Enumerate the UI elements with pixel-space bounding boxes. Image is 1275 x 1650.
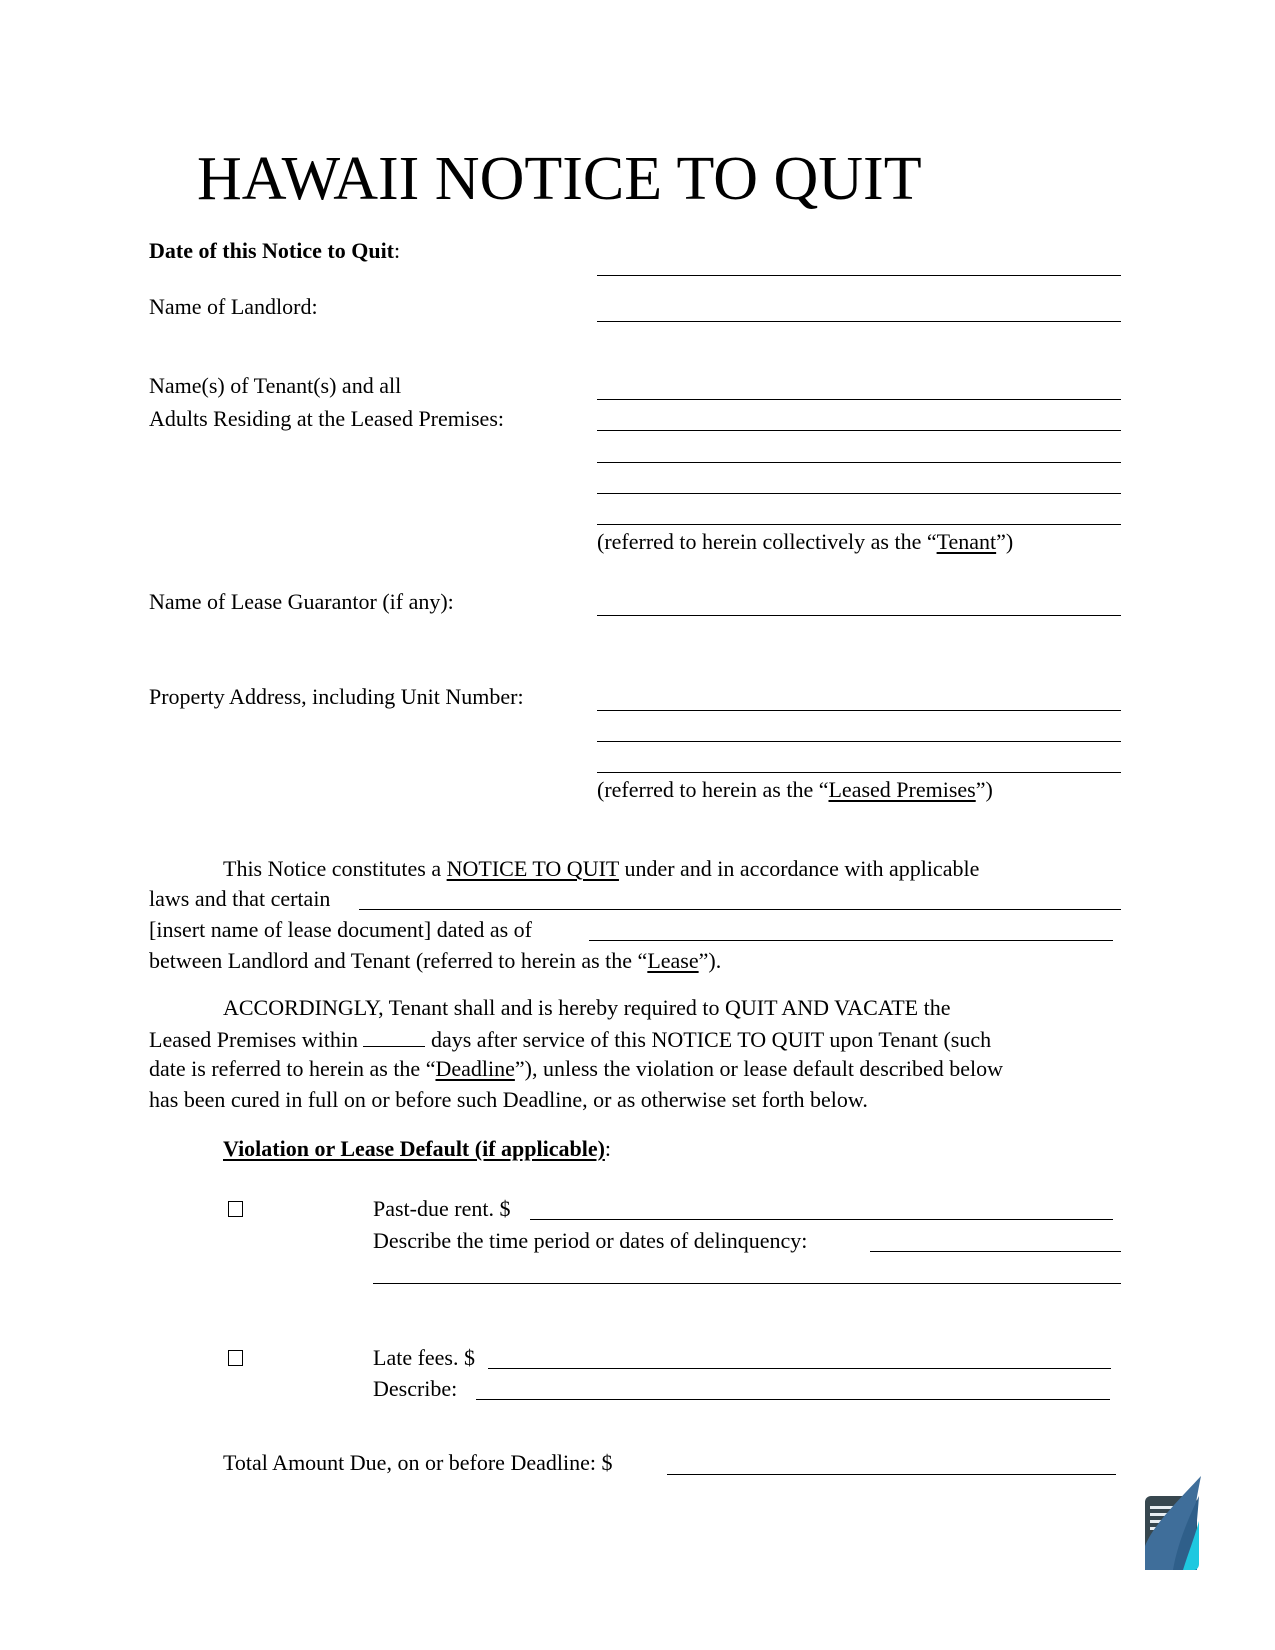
date-label-colon: : — [394, 238, 401, 263]
paragraph1-line2 — [149, 888, 330, 910]
violations-heading — [223, 1138, 611, 1160]
p1-l2-prefix: laws and that certain — [149, 886, 331, 911]
p2-l3-term: Deadline — [435, 1056, 515, 1081]
premises-reference-note — [597, 779, 993, 801]
violations-heading-text: Violation or Lease Default (if applicable) — [223, 1136, 605, 1161]
lease-document-name-line[interactable] — [359, 909, 1121, 910]
paragraph2-line4: has been cured in full on or before such Deadline, or as otherwise set forth below. — [149, 1087, 868, 1112]
tenant-ref-suffix: ”) — [996, 529, 1014, 554]
address-input-line-2[interactable] — [597, 741, 1121, 742]
address-field-label: Property Address, including Unit Number: — [149, 684, 524, 709]
tenant-input-line-4[interactable] — [597, 493, 1121, 494]
document-title: HAWAII NOTICE TO QUIT — [197, 145, 922, 213]
p1-l4-term: Lease — [647, 948, 699, 973]
p2-l3-prefix: date is referred to herein as the “ — [149, 1056, 436, 1081]
past-due-rent-checkbox[interactable] — [228, 1201, 243, 1217]
past-due-rent-line1: Past-due rent. $ — [373, 1196, 511, 1221]
p1-l4-prefix: between Landlord and Tenant (referred to herein as the “ — [149, 948, 648, 973]
date-field-label — [149, 240, 400, 262]
tenant-ref-term: Tenant — [936, 529, 997, 554]
tenant-input-line-5[interactable] — [597, 524, 1121, 525]
paragraph2-line3 — [149, 1058, 1003, 1080]
guarantor-input-line[interactable] — [597, 615, 1121, 616]
paragraph1-line3 — [149, 919, 532, 941]
tenant-input-line-1[interactable] — [597, 399, 1121, 400]
paragraph2-line1: ACCORDINGLY, Tenant shall and is hereby required to QUIT AND VACATE the — [223, 995, 951, 1020]
premises-ref-term: Leased Premises — [828, 777, 976, 802]
p1-l1-prefix: This Notice constitutes a — [223, 856, 447, 881]
p1-l1-suffix: under and in accordance with applicable — [618, 856, 980, 881]
document-feather-logo-icon — [1143, 1476, 1201, 1572]
violations-heading-colon: : — [604, 1136, 612, 1161]
guarantor-field-label: Name of Lease Guarantor (if any): — [149, 589, 454, 614]
late-fees-line1: Late fees. $ — [373, 1345, 475, 1370]
p2-l2-prefix: Leased Premises within — [149, 1027, 364, 1052]
past-due-rent-amount-line[interactable] — [530, 1219, 1113, 1220]
p1-l1-term: NOTICE TO QUIT — [446, 856, 619, 881]
lease-date-line[interactable] — [589, 940, 1113, 941]
premises-ref-prefix: (referred to herein as the “ — [597, 777, 829, 802]
address-input-line-3[interactable] — [597, 772, 1121, 773]
late-fees-line2: Describe: — [373, 1376, 458, 1401]
delinquency-period-line-2[interactable] — [373, 1283, 1121, 1284]
total-amount-label: Total Amount Due, on or before Deadline: $ — [223, 1450, 613, 1475]
tenant-ref-prefix: (referred to herein collectively as the “ — [597, 529, 937, 554]
late-fees-description-line[interactable] — [476, 1399, 1110, 1400]
days-input-line[interactable] — [363, 1028, 425, 1047]
tenants-label-line1: Name(s) of Tenant(s) and all — [149, 373, 402, 398]
delinquency-period-line-1[interactable] — [870, 1251, 1121, 1252]
p2-l2-suffix: days after service of this NOTICE TO QUIT upon Tenant (such — [425, 1027, 992, 1052]
tenants-label-line2: Adults Residing at the Leased Premises: — [149, 406, 504, 431]
landlord-input-line[interactable] — [597, 321, 1121, 322]
late-fees-checkbox[interactable] — [228, 1350, 243, 1366]
paragraph1-line1 — [223, 858, 979, 880]
paragraph2-line2 — [149, 1028, 991, 1051]
tenant-input-line-2[interactable] — [597, 430, 1121, 431]
date-label-text: Date of this Notice to Quit — [149, 238, 395, 263]
tenant-reference-note — [597, 531, 1013, 553]
past-due-rent-line2: Describe the time period or dates of delinquency: — [373, 1228, 808, 1253]
total-amount-line[interactable] — [667, 1474, 1116, 1475]
address-input-line-1[interactable] — [597, 710, 1121, 711]
premises-ref-suffix: ”) — [975, 777, 993, 802]
late-fees-amount-line[interactable] — [488, 1368, 1111, 1369]
landlord-field-label: Name of Landlord: — [149, 294, 318, 319]
p1-l4-suffix: ”). — [698, 948, 722, 973]
date-input-line[interactable] — [597, 275, 1121, 276]
p2-l3-suffix: ”), unless the violation or lease default described below — [514, 1056, 1003, 1081]
paragraph1-line4 — [149, 950, 721, 972]
p1-l3-prefix: [insert name of lease document] dated as of — [149, 917, 533, 942]
tenant-input-line-3[interactable] — [597, 462, 1121, 463]
